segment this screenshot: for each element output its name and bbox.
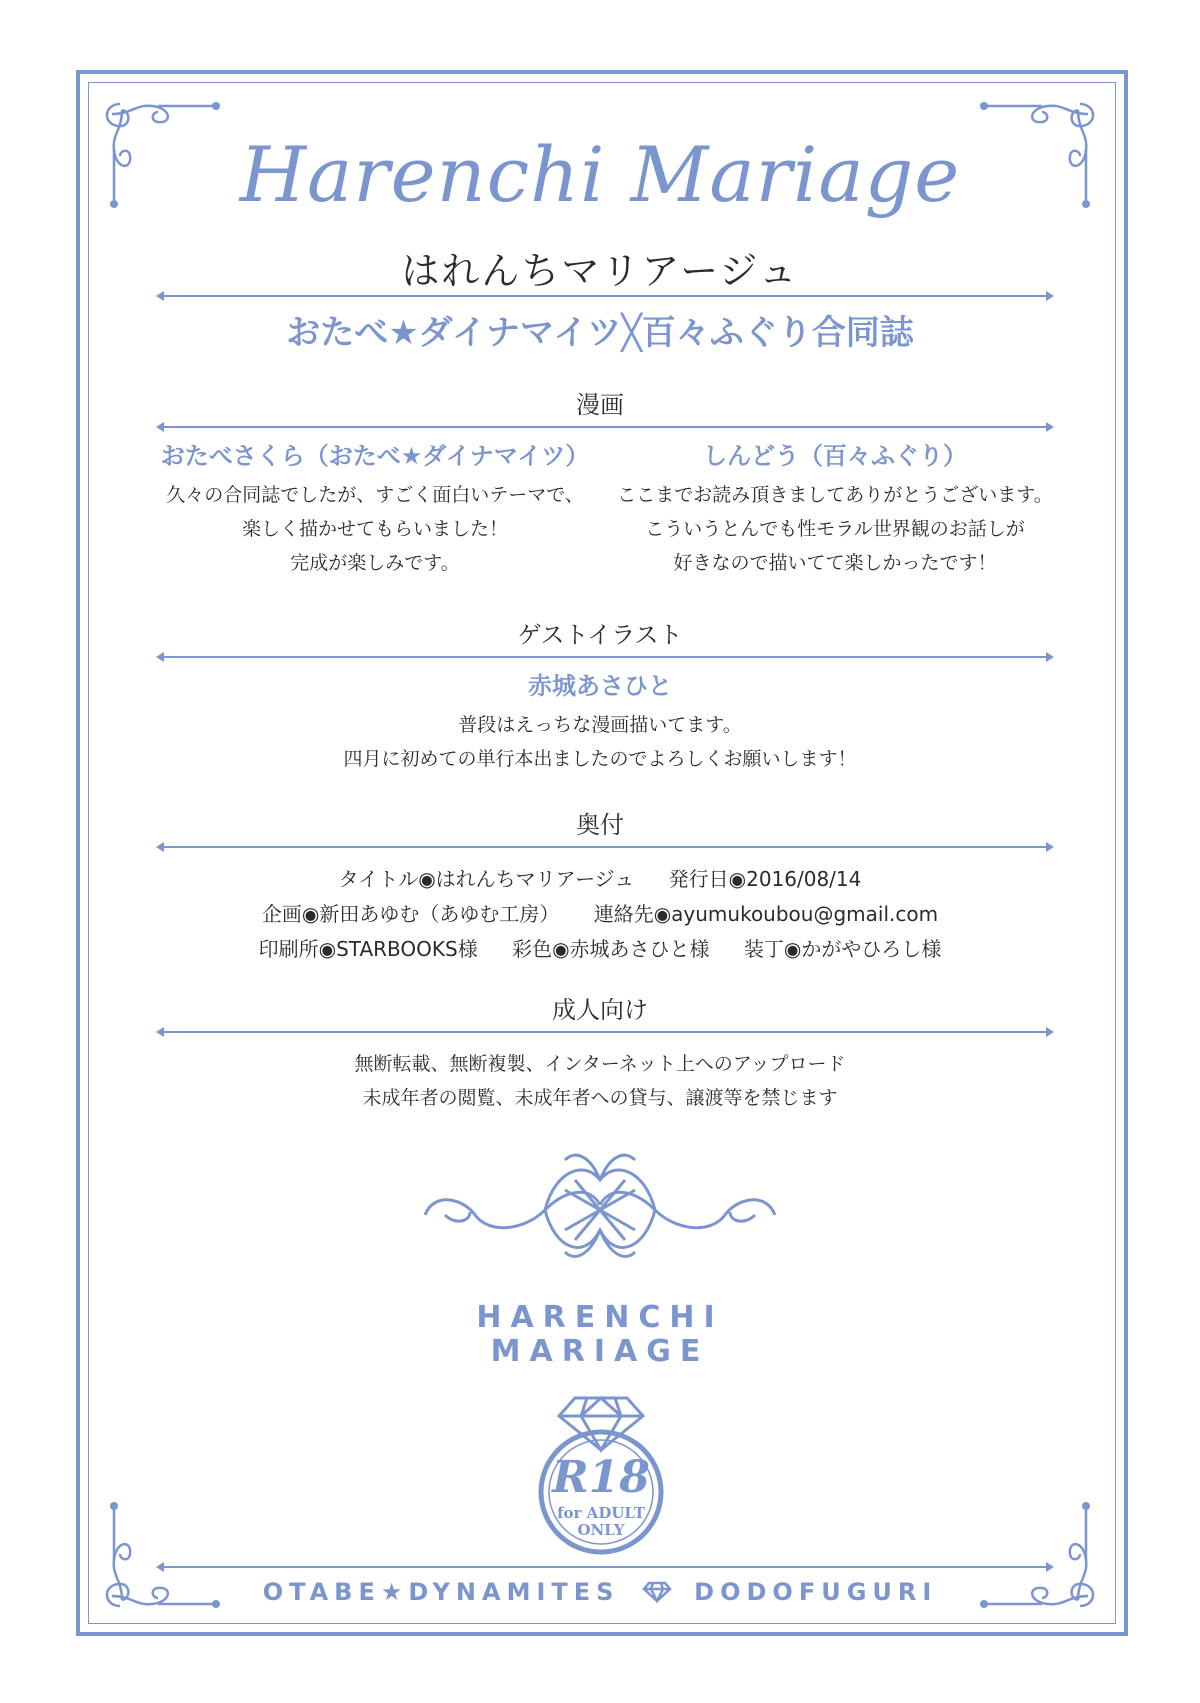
comment-line: 完成が楽しみです。 [290,552,460,574]
badge-sub-2: ONLY [577,1521,625,1539]
colophon-design: 装丁◉かがやひろし様 [743,937,942,961]
logo-line-2: MARIAGE [490,1334,710,1369]
footer-right: DODOFUGURI [694,1578,938,1606]
notice-line: 無断転載、無断複製、インターネット上へのアップロード [354,1053,846,1075]
subtitle: おたべ★ダイナマイツ╳百々ふぐり合同誌 [286,313,914,353]
manga-author-right [605,438,1065,580]
colophon-line [0,932,1200,967]
author-name: おたべさくら（おたべ★ダイナマイツ） [160,442,590,470]
notice-line: 未成年者の閲覧、未成年者への貸与、譲渡等を禁じます [362,1087,838,1109]
footer-left: OTABE★DYNAMITES [262,1578,620,1606]
colophon-printer: 印刷所◉STARBOOKS様 [258,937,478,961]
logo-line-1: HARENCHI [476,1300,724,1335]
badge-sub-1: for ADULT [557,1504,645,1522]
r18-ring-badge [535,1380,667,1555]
colophon-line [0,862,1200,897]
colophon-title: タイトル◉はれんちマリアージュ [338,867,635,891]
center-ornament-icon [415,1140,785,1270]
section-heading-manga: 漫画 [576,391,624,419]
comment-line: 久々の合同誌でしたが、すごく面白いテーマで、 [166,484,584,506]
section-heading-adult: 成人向け [552,996,648,1024]
diamond-icon [642,1581,672,1603]
divider [156,287,1054,299]
comment-line: ここまでお読み頂きましてありがとうございます。 [617,484,1053,506]
colophon-coloring: 彩色◉赤城あさひと様 [512,937,710,961]
guest-block [0,668,1200,776]
colophon-contact: 連絡先◉ayumukoubou@gmail.com [593,902,939,926]
colophon-planner: 企画◉新田あゆむ（あゆむ工房） [261,902,560,926]
divider [156,1558,1054,1570]
comment-line: こういうとんでも性モラル世界観のお話しが [645,518,1025,540]
divider [156,648,1054,660]
guest-name: 赤城あさひと [528,672,672,700]
comment-line: 楽しく描かせてもらいました！ [241,518,508,540]
comment-line: 四月に初めての単行本出ましたのでよろしくお願いします！ [343,748,857,770]
title-japanese: はれんちマリアージュ [401,249,799,293]
badge-main: R18 [552,1452,650,1503]
title-script: Harenchi Mariage [239,130,961,219]
footer-circles [0,1578,1200,1606]
divider [156,418,1054,430]
manga-author-left [155,438,595,580]
comment-line: 普段はえっちな漫画描いてます。 [458,714,742,736]
divider [156,1023,1054,1035]
colophon-block [0,862,1200,967]
comment-line: 好きなので描いてて楽しかったです！ [673,552,997,574]
colophon-date: 発行日◉2016/08/14 [668,867,862,891]
section-heading-colophon: 奥付 [576,811,624,839]
author-name: しんどう（百々ふぐり） [703,442,967,470]
adult-notice [0,1047,1200,1115]
section-heading-guest: ゲストイラスト [517,621,683,649]
divider [156,838,1054,850]
colophon-line [0,897,1200,932]
